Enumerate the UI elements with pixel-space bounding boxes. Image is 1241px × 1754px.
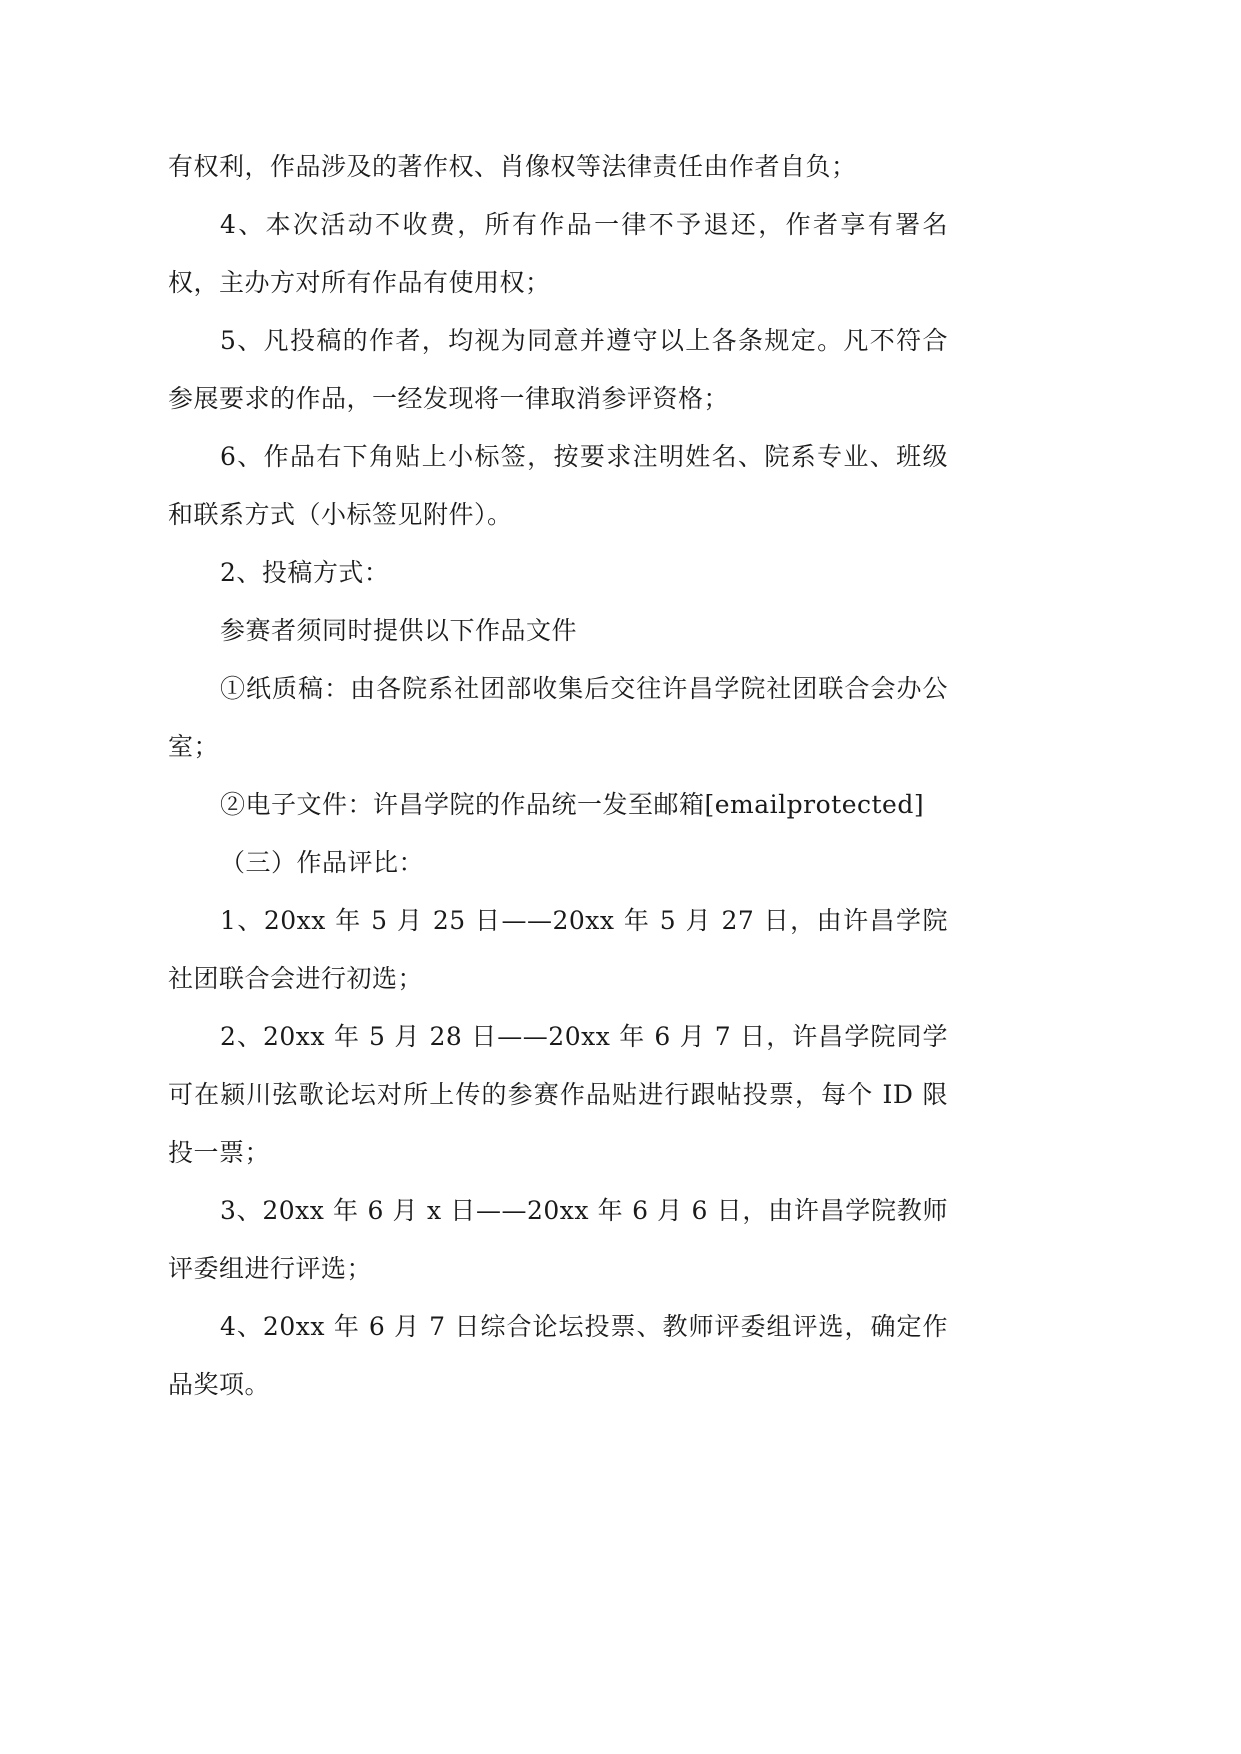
paragraph-submission-paper: ①纸质稿：由各院系社团部收集后交往许昌学院社团联合会办公室； <box>168 674 948 761</box>
paragraph-submission-intro: 参赛者须同时提供以下作品文件 <box>220 616 578 645</box>
paragraph-judging-3: 3、20xx 年 6 月 x 日——20xx 年 6 月 6 日，由许昌学院教师评委组进行评选； <box>168 1196 948 1283</box>
paragraph-judging-2: 2、20xx 年 5 月 28 日——20xx 年 6 月 7 日，许昌学院同学可在颍川弦歌论坛对所上传的参赛作品贴进行跟帖投票，每个 ID 限投一票； <box>168 1022 948 1167</box>
paragraph-judging-4: 4、20xx 年 6 月 7 日综合论坛投票、教师评委组评选，确定作品奖项。 <box>168 1312 948 1399</box>
paragraph-rights-continued: 有权利，作品涉及的著作权、肖像权等法律责任由作者自负； <box>168 152 857 181</box>
paragraph-submission-electronic: ②电子文件：许昌学院的作品统一发至邮箱[emailprotected] <box>220 790 925 819</box>
paragraph-rule-5: 5、凡投稿的作者，均视为同意并遵守以上各条规定。凡不符合参展要求的作品，一经发现将一律取消参评资格； <box>168 326 948 413</box>
paragraph-submission-heading: 2、投稿方式： <box>220 558 390 587</box>
paragraph-judging-1: 1、20xx 年 5 月 25 日——20xx 年 5 月 27 日，由许昌学院社团联合会进行初选； <box>168 906 948 993</box>
paragraph-rule-4: 4、本次活动不收费，所有作品一律不予退还，作者享有署名权，主办方对所有作品有使用权； <box>168 210 948 297</box>
paragraph-rule-6: 6、作品右下角贴上小标签，按要求注明姓名、院系专业、班级和联系方式（小标签见附件）。 <box>168 442 948 529</box>
paragraph-judging-heading: （三）作品评比： <box>220 848 425 877</box>
document-body <box>168 138 948 1414</box>
